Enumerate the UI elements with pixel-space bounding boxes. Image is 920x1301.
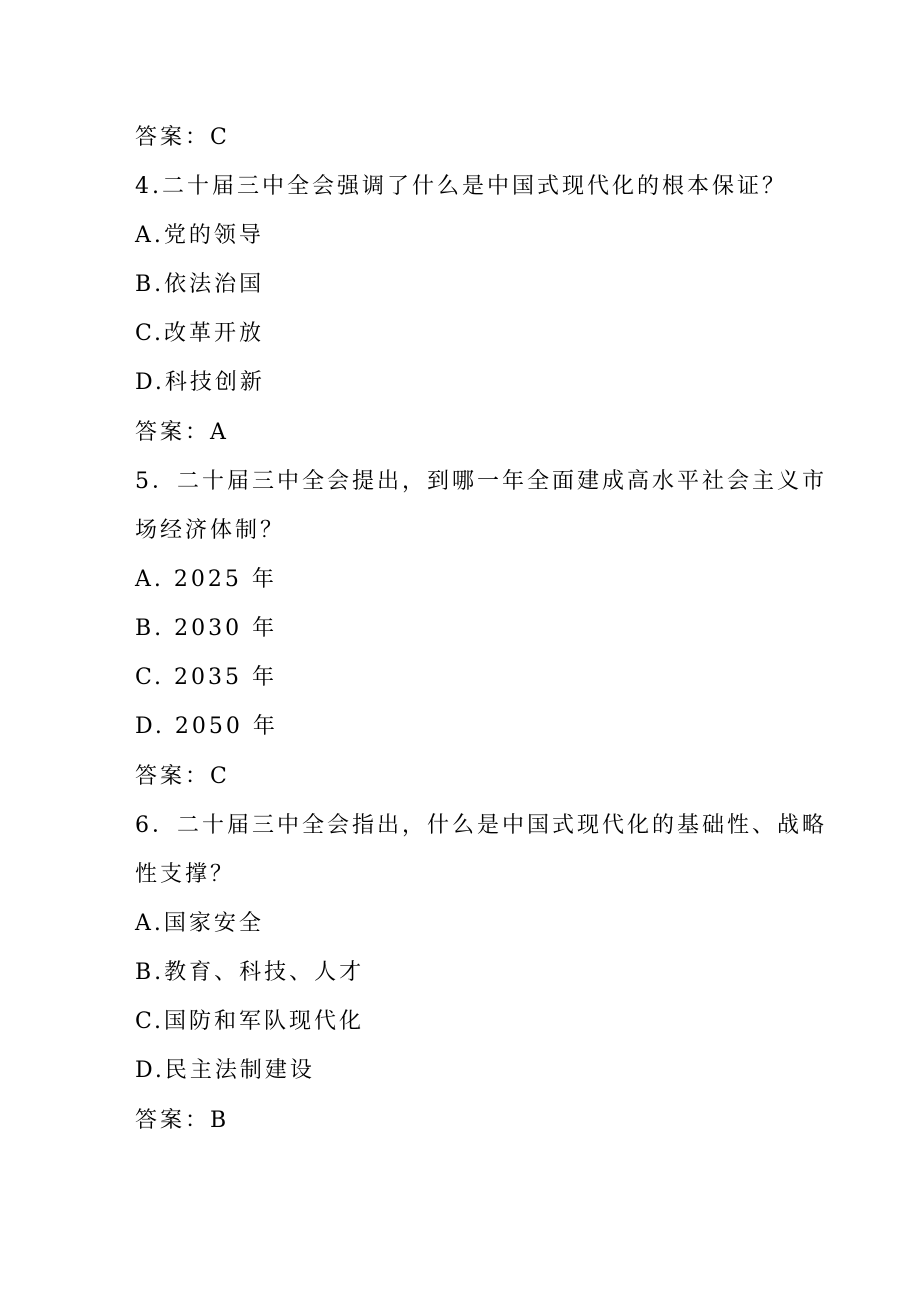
question-4-answer: 答案：A bbox=[135, 420, 229, 445]
question-6-option-b: B.教育、科技、人才 bbox=[135, 960, 365, 985]
question-6-stem-line-2: 性支撑？ bbox=[135, 862, 236, 887]
question-5-option-d: D. 2050 年 bbox=[135, 714, 278, 739]
question-5-stem-line-1: 5．二十届三中全会提出，到哪一年全面建成高水平社会主义市 bbox=[135, 469, 827, 494]
question-5-option-a: A. 2025 年 bbox=[135, 567, 277, 592]
question-5-option-c: C. 2035 年 bbox=[135, 665, 278, 690]
question-6-option-c: C.国防和军队现代化 bbox=[135, 1009, 365, 1034]
question-5-option-b: B. 2030 年 bbox=[135, 616, 278, 641]
question-5-answer: 答案：C bbox=[135, 764, 230, 789]
answer-line: 答案：C bbox=[135, 125, 230, 150]
question-4-option-a: A.党的领导 bbox=[135, 223, 264, 248]
question-4-stem: 4.二十届三中全会强调了什么是中国式现代化的根本保证？ bbox=[135, 174, 787, 199]
question-6-answer: 答案：B bbox=[135, 1108, 230, 1133]
question-5-stem-line-2: 场经济体制？ bbox=[135, 518, 286, 543]
question-6-option-a: A.国家安全 bbox=[135, 911, 264, 936]
question-6-option-d: D.民主法制建设 bbox=[135, 1058, 315, 1083]
question-4-option-b: B.依法治国 bbox=[135, 272, 265, 297]
question-4-option-d: D.科技创新 bbox=[135, 370, 265, 395]
question-6-stem-line-1: 6．二十届三中全会指出，什么是中国式现代化的基础性、战略 bbox=[135, 813, 827, 838]
question-4-option-c: C.改革开放 bbox=[135, 321, 265, 346]
